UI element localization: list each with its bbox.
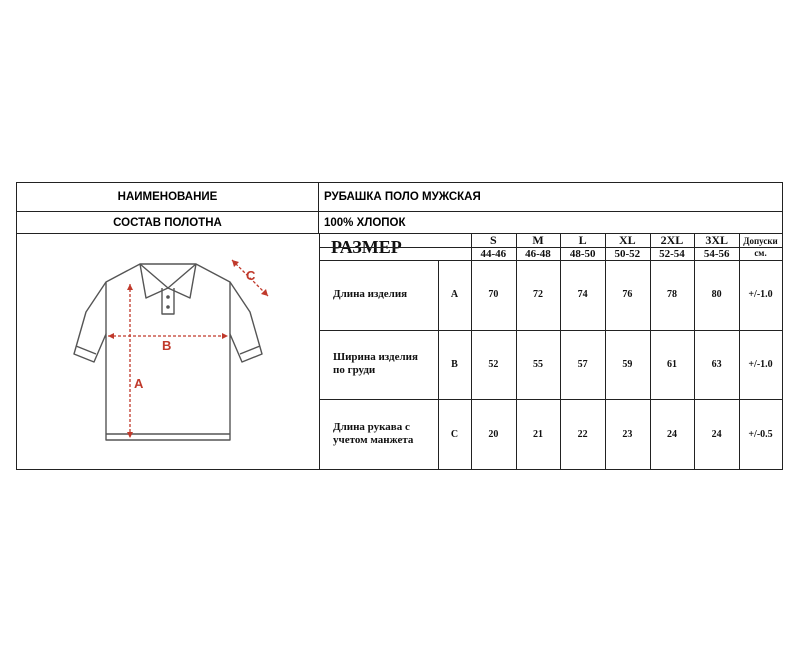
value-a-2xl: 78 <box>666 289 677 301</box>
composition-value: 100% ХЛОПОК <box>324 216 406 229</box>
value-b-2xl: 61 <box>666 358 677 370</box>
size-title: РАЗМЕР <box>331 236 402 257</box>
button-bottom <box>166 305 170 309</box>
measure-name-b: Ширина изделия по груди <box>333 351 418 377</box>
value-b-l: 57 <box>577 358 588 370</box>
value-b-m: 55 <box>532 358 543 370</box>
value-b-xl: 59 <box>622 358 633 370</box>
composition-row <box>17 212 782 234</box>
measure-name-a: Длина изделия <box>333 288 408 301</box>
name-value: РУБАШКА ПОЛО МУЖСКАЯ <box>324 191 481 203</box>
value-a-s: 70 <box>488 289 499 301</box>
tolerance-b: +/-1.0 <box>748 358 773 370</box>
tolerance-header: Допуски см. <box>743 236 778 258</box>
label-a: A <box>134 376 144 391</box>
measure-code-a: A <box>450 289 459 301</box>
grid-line-tolerance <box>739 234 740 469</box>
arrow-c-start <box>232 260 239 267</box>
value-a-xl: 76 <box>622 289 633 301</box>
grid-line-size-col-4 <box>650 234 651 469</box>
grid-line-size-col-1 <box>516 234 517 469</box>
tolerance-c: +/-0.5 <box>748 428 773 440</box>
grid-line-size-col-2 <box>560 234 561 469</box>
size-ru-l: 48-50 <box>569 247 596 260</box>
measure-code-b: B <box>451 358 458 370</box>
grid-line-size-split <box>319 247 782 248</box>
button-top <box>166 295 170 299</box>
size-ru-m: 46-48 <box>525 247 551 260</box>
name-row <box>17 183 782 212</box>
grid-line-row-1 <box>319 330 782 331</box>
size-letter-s: S <box>489 233 497 247</box>
size-ru-3xl: 54-56 <box>703 247 730 260</box>
value-a-l: 74 <box>577 289 588 301</box>
grid-line-name-code <box>438 260 439 469</box>
label-b: B <box>162 338 172 353</box>
size-letter-xl: XL <box>618 233 636 247</box>
arrow-a-top <box>127 284 133 290</box>
grid-line-row-2 <box>319 399 782 400</box>
size-letter-m: M <box>532 233 544 247</box>
size-ru-2xl: 52-54 <box>659 247 685 260</box>
size-ru-s: 44-46 <box>480 247 507 260</box>
value-a-3xl: 80 <box>711 289 722 301</box>
measure-name-c: Длина рукава с учетом манжета <box>333 421 414 447</box>
grid-line-header-bottom <box>319 260 782 261</box>
composition-label: СОСТАВ ПОЛОТНА <box>17 212 319 233</box>
value-c-xl: 23 <box>622 428 633 440</box>
label-c: C <box>246 268 256 283</box>
size-ru-xl: 50-52 <box>614 247 641 260</box>
grid-line-size-col-3 <box>605 234 606 469</box>
button-placket <box>162 288 174 314</box>
collar-neckline <box>140 264 196 288</box>
grid-line-code-sizes <box>471 234 472 469</box>
tolerance-a: +/-1.0 <box>748 289 773 301</box>
arrow-b-right <box>222 333 228 339</box>
value-b-s: 52 <box>488 358 499 370</box>
value-c-s: 20 <box>488 428 499 440</box>
collar-flaps <box>140 264 196 298</box>
value-c-3xl: 24 <box>711 428 722 440</box>
size-letter-2xl: 2XL <box>660 233 684 247</box>
value-b-3xl: 63 <box>711 358 722 370</box>
grid-line-size-col-5 <box>694 234 695 469</box>
value-a-m: 72 <box>532 289 543 301</box>
size-letter-3xl: 3XL <box>705 233 728 247</box>
value-c-2xl: 24 <box>666 428 677 440</box>
arrow-a-bottom <box>127 432 133 438</box>
size-letter-l: L <box>578 233 587 247</box>
name-label: НАИМЕНОВАНИЕ <box>17 183 319 211</box>
value-c-l: 22 <box>577 428 588 440</box>
value-c-m: 21 <box>532 428 543 440</box>
polo-shirt-diagram <box>58 252 278 452</box>
arrow-b-left <box>108 333 114 339</box>
measure-code-c: C <box>450 428 459 440</box>
